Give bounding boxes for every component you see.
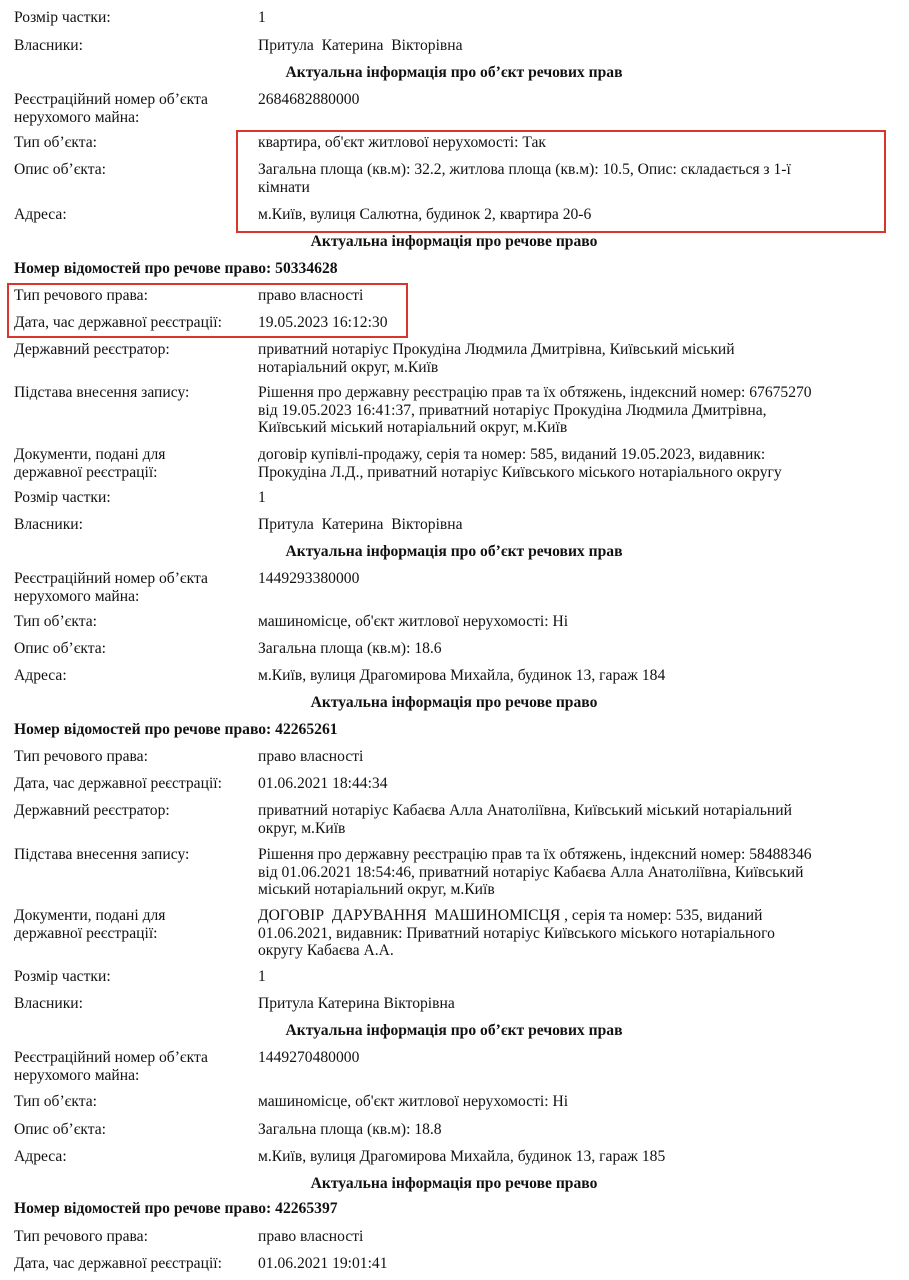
object-type-label: Тип об’єкта: (14, 613, 97, 630)
reg-datetime-value: 01.06.2021 18:44:34 (258, 775, 388, 792)
object-description-label: Опис об’єкта: (14, 1121, 107, 1138)
right-record-value: 50334628 (275, 260, 338, 277)
registrar-label: Державний реєстратор: (14, 802, 170, 819)
object-type-value: квартира, об'єкт житлової нерухомості: Так (258, 134, 546, 151)
right-record-value: 42265261 (275, 721, 338, 738)
reg-number-label: Реєстраційний номер об’єкта нерухомого майна: (14, 91, 208, 126)
share-size-value: 1 (258, 9, 266, 26)
object-type-label: Тип об’єкта: (14, 134, 97, 151)
registrar-value: приватний нотаріус Прокудіна Людмила Дмитрівна, Київський міський нотаріальний округ, м.Київ (258, 341, 735, 376)
right-type-value: право власності (258, 1228, 364, 1245)
reg-number-label: Реєстраційний номер об’єкта нерухомого майна: (14, 570, 208, 605)
object-type-value: машиномісце, об'єкт житлової нерухомості: Ні (258, 613, 569, 630)
entry-basis-label: Підстава внесення запису: (14, 384, 190, 401)
documents-label: Документи, подані для державної реєстрації: (14, 907, 166, 942)
owners-label: Власники: (14, 995, 83, 1012)
address-label: Адреса: (14, 1148, 67, 1165)
reg-datetime-label: Дата, час державної реєстрації: (14, 775, 222, 792)
highlight-box-property (236, 130, 886, 233)
right-info-heading: Актуальна інформація про речове право (310, 1175, 598, 1192)
reg-datetime-label: Дата, час державної реєстрації: (14, 1255, 222, 1272)
object-info-heading: Актуальна інформація про об’єкт речових прав (285, 543, 623, 560)
object-description-value: Загальна площа (кв.м): 18.8 (258, 1121, 442, 1138)
right-record-prefix: Номер відомостей про речове право: (14, 260, 276, 277)
object-info-heading: Актуальна інформація про об’єкт речових прав (285, 1022, 623, 1039)
reg-number-value: 1449293380000 (258, 570, 360, 587)
right-record-number (14, 721, 338, 739)
owners-label: Власники: (14, 37, 83, 54)
object-type-value: машиномісце, об'єкт житлової нерухомості: Ні (258, 1093, 569, 1110)
registrar-label: Державний реєстратор: (14, 341, 170, 358)
object-info-heading: Актуальна інформація про об’єкт речових прав (285, 64, 623, 81)
documents-value: ДОГОВІР ДАРУВАННЯ МАШИНОМІСЦЯ , серія та номер: 535, виданий 01.06.2021, видавник: Приватний нотаріус Київського міського нотаріального округу Кабаєва А.А. (258, 907, 775, 959)
right-record-number (14, 1200, 338, 1218)
entry-basis-value: Рішення про державну реєстрацію прав та їх обтяжень, індексний номер: 67675270 від 19.05.2023 16:41:37, приватний нотаріус Прокудіна Людмила Дмитрівна, Київський міський нотаріальний округ, м.Київ (258, 384, 812, 436)
owners-value: Притула Катерина Вікторівна (258, 37, 463, 54)
reg-datetime-value: 19.05.2023 16:12:30 (258, 314, 388, 331)
address-label: Адреса: (14, 667, 67, 684)
share-size-label: Розмір частки: (14, 9, 111, 26)
reg-number-value: 1449270480000 (258, 1049, 360, 1066)
right-record-value: 42265397 (275, 1200, 338, 1217)
object-description-label: Опис об’єкта: (14, 640, 107, 657)
address-label: Адреса: (14, 206, 67, 223)
owners-value: Притула Катерина Вікторівна (258, 516, 463, 533)
reg-number-value: 2684682880000 (258, 91, 360, 108)
highlight-box-right (7, 283, 408, 338)
address-value: м.Київ, вулиця Драгомирова Михайла, будинок 13, гараж 185 (258, 1148, 666, 1165)
right-type-label: Тип речового права: (14, 748, 148, 765)
entry-basis-label: Підстава внесення запису: (14, 846, 190, 863)
right-record-number (14, 260, 338, 278)
reg-number-label: Реєстраційний номер об’єкта нерухомого майна: (14, 1049, 208, 1084)
share-size-label: Розмір частки: (14, 968, 111, 985)
owners-label: Власники: (14, 516, 83, 533)
object-description-label: Опис об’єкта: (14, 161, 107, 178)
address-value: м.Київ, вулиця Салютна, будинок 2, квартира 20-6 (258, 206, 592, 223)
right-record-prefix: Номер відомостей про речове право: (14, 1200, 276, 1217)
right-info-heading: Актуальна інформація про речове право (310, 233, 598, 250)
reg-datetime-label: Дата, час державної реєстрації: (14, 314, 222, 331)
object-description-value: Загальна площа (кв.м): 32.2, житлова площа (кв.м): 10.5, Опис: складається з 1-ї кімнати (258, 161, 791, 196)
registrar-value: приватний нотаріус Кабаєва Алла Анатоліївна, Київський міський нотаріальний округ, м.Київ (258, 802, 792, 837)
owners-value: Притула Катерина Вікторівна (258, 995, 455, 1012)
share-size-value: 1 (258, 968, 266, 985)
right-type-label: Тип речового права: (14, 1228, 148, 1245)
share-size-label: Розмір частки: (14, 489, 111, 506)
entry-basis-value: Рішення про державну реєстрацію прав та їх обтяжень, індексний номер: 58488346 від 01.06.2021 18:54:46, приватний нотаріус Кабаєва Алла Анатоліївна, Київський міський нотаріальний округ, м.Київ (258, 846, 812, 898)
right-type-value: право власності (258, 287, 364, 304)
right-record-prefix: Номер відомостей про речове право: (14, 721, 276, 738)
documents-label: Документи, подані для державної реєстрації: (14, 446, 166, 481)
share-size-value: 1 (258, 489, 266, 506)
reg-datetime-value: 01.06.2021 19:01:41 (258, 1255, 388, 1272)
documents-value: договір купівлі-продажу, серія та номер: 585, виданий 19.05.2023, видавник: Прокудіна Л.Д., приватний нотаріус Київського міського нотаріального округу (258, 446, 782, 481)
object-type-label: Тип об’єкта: (14, 1093, 97, 1110)
right-type-label: Тип речового права: (14, 287, 148, 304)
address-value: м.Київ, вулиця Драгомирова Михайла, будинок 13, гараж 184 (258, 667, 666, 684)
right-info-heading: Актуальна інформація про речове право (310, 694, 598, 711)
right-type-value: право власності (258, 748, 364, 765)
object-description-value: Загальна площа (кв.м): 18.6 (258, 640, 442, 657)
